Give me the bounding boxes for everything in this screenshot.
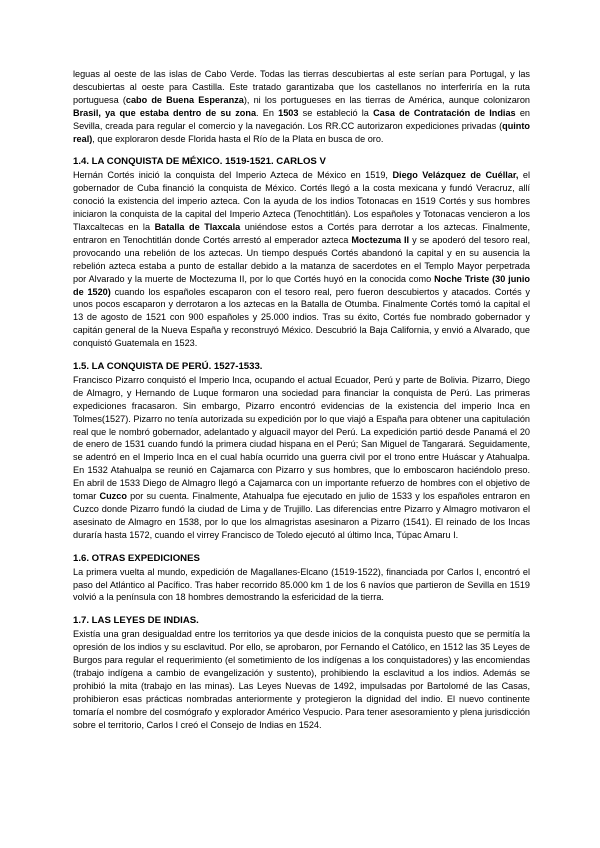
bold-text: Casa de Contratación de Indias	[373, 107, 516, 118]
bold-text: Moctezuma II	[351, 234, 410, 245]
bold-text: cabo de Buena Esperanza	[125, 94, 244, 105]
text-run: , que exploraron desde Florida hasta el Río de la Plata en busca de oro.	[92, 133, 384, 144]
text-run: el gobernador de Cuba financió la conquista de México. Cortés llegó a la costa mexicana y fundó Veracruz, allí conoció la existencia del imperio azteca. Con la ayuda de los indios Totonacas en 1519 Cortés y sus hombres iniciaron la conquista de la capital del Imperio Azteca (Tenochtitlán). Los españoles y Totonacas vencieron a los Tlaxcaltecas en la	[73, 170, 531, 232]
section-paragraph	[73, 169, 530, 350]
text-run: y se apoderó del tesoro real, provocando una rebelión de los aztecas. Un tiempo después Cortés abandonó la capital y en su ausencia la rebelión azteca estaba a punto de estallar debido a la matanza de sacerdotes en el Templo Mayor perpetrada por Alvarado y la muerte de Moctezuma II, por lo que Cortés huyó en la conocida como	[73, 234, 530, 284]
text-run: leguas al oeste de las islas de Cabo Verde. Todas las tierras descubiertas al este serían para Portugal, y las descubiertas al oeste para Castilla. Este tratado garantizaba que los castellanos no interferiría en la ruta portuguesa (	[73, 69, 530, 105]
text-run: en Sevilla, creada para regular el comercio y la navegación. Los RR.CC autorizaron expediciones privadas (	[73, 107, 530, 131]
section-paragraph	[73, 628, 530, 731]
section	[73, 615, 530, 731]
section-heading: 1.4. LA CONQUISTA DE MÉXICO. 1519-1521. CARLOS V	[73, 156, 326, 168]
text-run: cuando los españoles escaparon con el tesoro real, pero fueron descubiertos y atacados. Cortés y unos pocos escaparon y derrotaron a los aztecas en la Batalla de Otumba. Finalmente Cortés tomó la capital el 13 de agosto de 1521 con 900 españoles y 25.000 indios. Tras su éxito, Cortés fue nombrado gobernador y capitán general de la Nueva España y reconstruyó México. Descubrió la Baja California, y envió a Alvarado, que conquistó Guatemala en 1523.	[73, 286, 530, 349]
intro-paragraph	[73, 68, 530, 145]
bold-text: quinto real)	[73, 120, 530, 144]
bold-text: Diego Velázquez de Cuéllar,	[392, 170, 519, 181]
bold-text: Brasil, ya que estaba dentro de su zona	[73, 107, 257, 118]
section	[73, 156, 530, 350]
section-paragraph	[73, 566, 530, 605]
text-run: por su cuenta. Finalmente, Atahualpa fue ejecutado en julio de 1533 y los españoles entraron en Cuzco donde Pizarro fundó la ciudad de Lima y de Trujillo. Las diferencias entre Pizarro y Almagro motivaron el asesinato de Almagro en 1538, por lo que los almagristas asesinaron a Pizarro (1541). El reinado de los Incas duraría hasta 1572, cuando el virrey Francisco de Toledo ejecutó al último Inca, Túpac Amaru I.	[73, 491, 530, 540]
bold-text: Noche Triste (30 junio de 1520)	[73, 273, 530, 297]
text-run: La primera vuelta al mundo, expedición de Magallanes-Elcano (1519-1522), financiada por Carlos I, encontró el paso del Atlántico al Pacífico. Tras haber recorrido 85.000 km 1 de los 6 navíos que partieron de Sevilla en 1519 volvió a la península con 18 hombres demostrando la esfericidad de la tierra.	[73, 566, 530, 603]
section-paragraph	[73, 374, 530, 542]
sections-container	[73, 156, 530, 731]
text-run: Hernán Cortés inició la conquista del Imperio Azteca de México en 1519,	[73, 170, 393, 181]
section-heading: 1.6. OTRAS EXPEDICIONES	[73, 552, 200, 564]
bold-text: Cuzco	[99, 491, 127, 502]
text-run: Existía una gran desigualdad entre los territorios ya que desde inicios de la conquista puesto que se permitía la opresión de los indios y su esclavitud. Por ello, se aprobaron, por Fernando el Católico, en 1512 las 35 Leyes de Burgos para regular el requerimiento (el sometimiento de los indígenas a los conquistadores) y las encomiendas (trabajo indígena a cambio de evangelización y sustento), prohibiendo la esclavitud a los indios. Además se prohibió la mita (trabajo en las minas). Las Leyes Nuevas de 1492, impulsadas por Bartolomé de las Casas, prohibieron esas prácticas nombradas anteriormente y protegieron la dignidad del indio. El nuevo continente tomaría el nombre del cosmógrafo y explorador Américo Vespucio. Para tener asesoramiento y plena jurisdicción sobre el territorio, Carlos I creó el Consejo de Indias en 1524.	[73, 629, 530, 730]
document-page	[73, 68, 530, 732]
bold-text: Batalla de Tlaxcala	[154, 221, 241, 232]
text-run: ), ni los portugueses en las tierras de América, aunque colonizaron	[243, 94, 530, 105]
section-heading: 1.7. LAS LEYES DE INDIAS.	[73, 615, 199, 627]
section	[73, 361, 530, 542]
text-run: se estableció la	[298, 107, 374, 118]
text-run: uniéndose estos a Cortés para derrotar a los aztecas. Finalmente, entraron en Tenochtitlán donde Cortés arrestó al emperador azteca	[73, 221, 530, 245]
section	[73, 553, 530, 605]
text-run: . En	[256, 107, 279, 118]
text-run: Francisco Pizarro conquistó el Imperio Inca, ocupando el actual Ecuador, Perú y parte de Bolivia. Pizarro, Diego de Almagro, y Hernando de Luque formaron una sociedad para financiar la conquista de Perú. Las primeras expediciones fracasaron. Sin embargo, Pizarro encontró evidencias de la existencia del imperio Inca en Tolmes(1527). Pizarro no tenía autorizada su expedición por lo que viajó a España para obtener una capitulación real que le nombró gobernador, adelantado y alguacil mayor del Perú. La expedición partió desde Panamá el 20 de enero de 1531 cuando fundó la primera ciudad hispana en el Perú; San Miguel de Tangarará. Seguidamente, se adentró en el Imperio Inca en el cual había ocurrido una guerra civil por el trono entre Huáscar y Atahualpa. En 1532 Atahualpa se reunió en Cajamarca con Pizarro y sus hombres, que lo emboscaron haciéndolo preso. En abril de 1533 Diego de Almagro llegó a Cajamarca con un importante refuerzo de hombres con el objetivo de tomar	[73, 374, 530, 502]
bold-text: 1503	[278, 107, 299, 118]
section-heading: 1.5. LA CONQUISTA DE PERÚ. 1527-1533.	[73, 361, 263, 373]
